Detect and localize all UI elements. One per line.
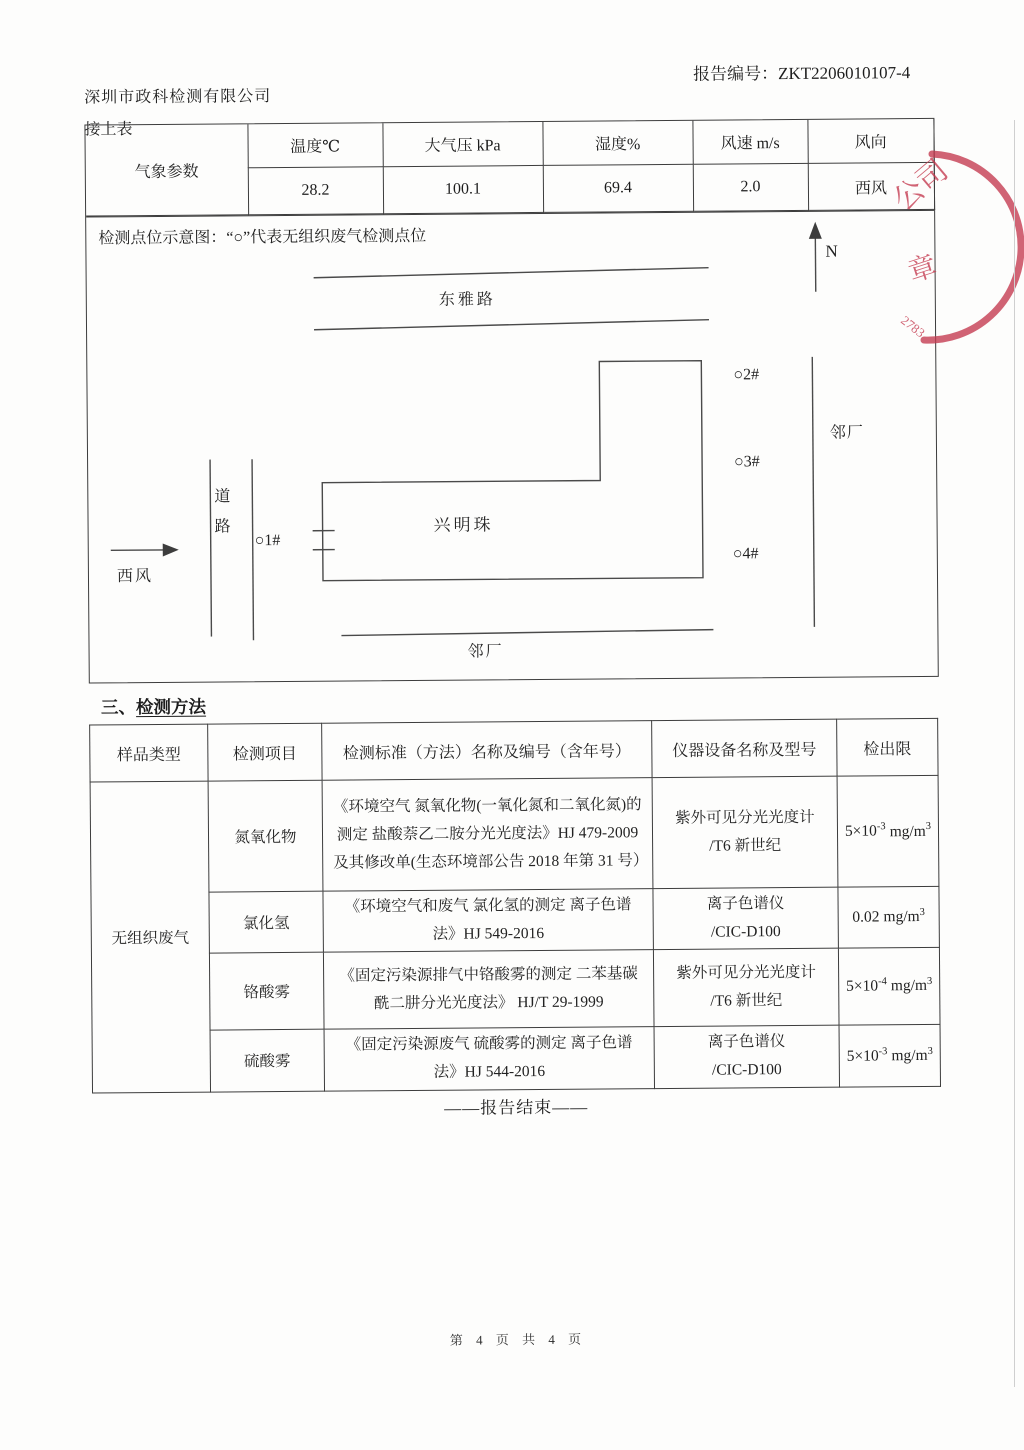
- section-number: 三、: [100, 697, 137, 718]
- detection-limit-cell: 0.02 $mg/m^3$: [838, 886, 939, 948]
- sampling-points-diagram: [86, 210, 938, 683]
- methods-col-limit: 检出限: [837, 718, 938, 776]
- weather-value-winddirection: 西风: [808, 162, 934, 210]
- standard-cell: 《环境空气 氮氧化物(一氧化氮和二氧化氮)的测定 盐酸萘乙二胺分光光度法》HJ 479-2009 及其修改单(生态环境部公告 2018 年第 31 号）: [322, 778, 653, 892]
- road-left-label: 道路: [214, 488, 231, 536]
- table-row: [91, 947, 940, 1031]
- seal-char-2: 章: [904, 250, 941, 289]
- seal-digits: 2783: [898, 312, 928, 341]
- weather-col-humidity: 湿度%: [542, 121, 692, 166]
- report-end-marker: ——报告结束——: [444, 1097, 589, 1118]
- company-name: 深圳市政科检测有限公司: [84, 88, 272, 107]
- standard-cell: 《固定污染源排气中铬酸雾的测定 二苯基碳酰二肼分光光度法》 HJ/T 29-1999: [323, 949, 654, 1029]
- table-continued-label: 接上表: [84, 121, 133, 139]
- instrument-cell: 紫外可见分光光度计 /T6 新世纪: [652, 776, 838, 888]
- table-row: [90, 775, 939, 893]
- methods-col-item: 检测项目: [208, 723, 322, 781]
- diagram-lines: [86, 211, 938, 683]
- sampling-point-3: ○3#: [734, 453, 760, 471]
- detection-limit-cell: $5\times 10^{-3}$ $mg/m^3$: [839, 1024, 940, 1087]
- north-label: N: [825, 241, 838, 261]
- item-cell: 铬酸雾: [209, 952, 324, 1030]
- item-cell: 氯化氢: [209, 891, 323, 953]
- sampling-point-4: ○4#: [732, 545, 759, 563]
- section-title: 检测方法: [135, 696, 207, 718]
- table-row: [91, 886, 939, 953]
- weather-value-windspeed: 2.0: [693, 163, 808, 211]
- methods-col-sample-type: 样品类型: [90, 724, 208, 782]
- weather-col-winddirection: 风向: [807, 119, 933, 163]
- methods-col-standard: 检测标准（方法）名称及编号（含年号）: [322, 721, 652, 781]
- detection-limit-cell: $5\times 10^{-3}$ $mg/m^3$: [837, 775, 939, 887]
- weather-value-humidity: 69.4: [543, 164, 693, 212]
- item-cell: 氮氧化物: [208, 780, 323, 892]
- item-cell: 硫酸雾: [210, 1029, 324, 1092]
- report-number: 报告编号：ZKT2206010107-4: [692, 63, 911, 84]
- sampling-point-1: ○1#: [254, 532, 281, 550]
- weather-col-pressure: 大气压 kPa: [382, 122, 542, 167]
- neighbor-factory-right-label: 邻厂: [829, 424, 864, 442]
- standard-cell: 《环境空气和废气 氯化氢的测定 离子色谱法》HJ 549-2016: [323, 889, 653, 952]
- west-wind-arrowhead: [163, 543, 179, 556]
- west-wind-label: 西风: [116, 568, 154, 586]
- sampling-point-2: ○2#: [733, 366, 760, 384]
- instrument-cell: 离子色谱仪 /CIC-D100: [653, 887, 838, 949]
- weather-parameters-table: [85, 119, 934, 217]
- scan-edge-artifact: [1014, 120, 1015, 1387]
- instrument-cell: 离子色谱仪 /CIC-D100: [654, 1025, 839, 1088]
- weather-col-temperature: 温度℃: [247, 123, 382, 168]
- weather-and-diagram-box: [84, 118, 938, 684]
- neighbor-factory-bottom-label: 邻厂: [467, 643, 504, 661]
- detection-methods-table: [89, 718, 941, 1093]
- weather-col-windspeed: 风速 m/s: [692, 120, 807, 164]
- page-number: 第 4 页 共 4 页: [449, 1331, 587, 1348]
- north-arrowhead: [809, 222, 822, 239]
- standard-cell: 《固定污染源废气 硫酸雾的测定 离子色谱法》HJ 544-2016: [324, 1026, 654, 1091]
- methods-col-instrument: 仪器设备名称及型号: [652, 719, 837, 777]
- instrument-cell: 紫外可见分光光度计 /T6 新世纪: [653, 948, 839, 1026]
- seal-char-1: 公司: [887, 153, 955, 218]
- section-heading: [101, 694, 206, 720]
- detection-limit-cell: $5\times 10^{-4}$ $mg/m^3$: [838, 947, 940, 1025]
- sample-type-cell: 无组织废气: [90, 781, 210, 1093]
- table-row: [92, 1024, 940, 1093]
- weather-value-temperature: 28.2: [248, 167, 383, 215]
- diagram-title: 检测点位示意图：“○”代表无组织废气检测点位: [98, 227, 427, 248]
- building-label: 兴明珠: [433, 515, 494, 535]
- road-top-label: 东雅路: [438, 291, 496, 309]
- weather-row-label: 气象参数: [85, 124, 248, 216]
- weather-value-pressure: 100.1: [383, 165, 543, 213]
